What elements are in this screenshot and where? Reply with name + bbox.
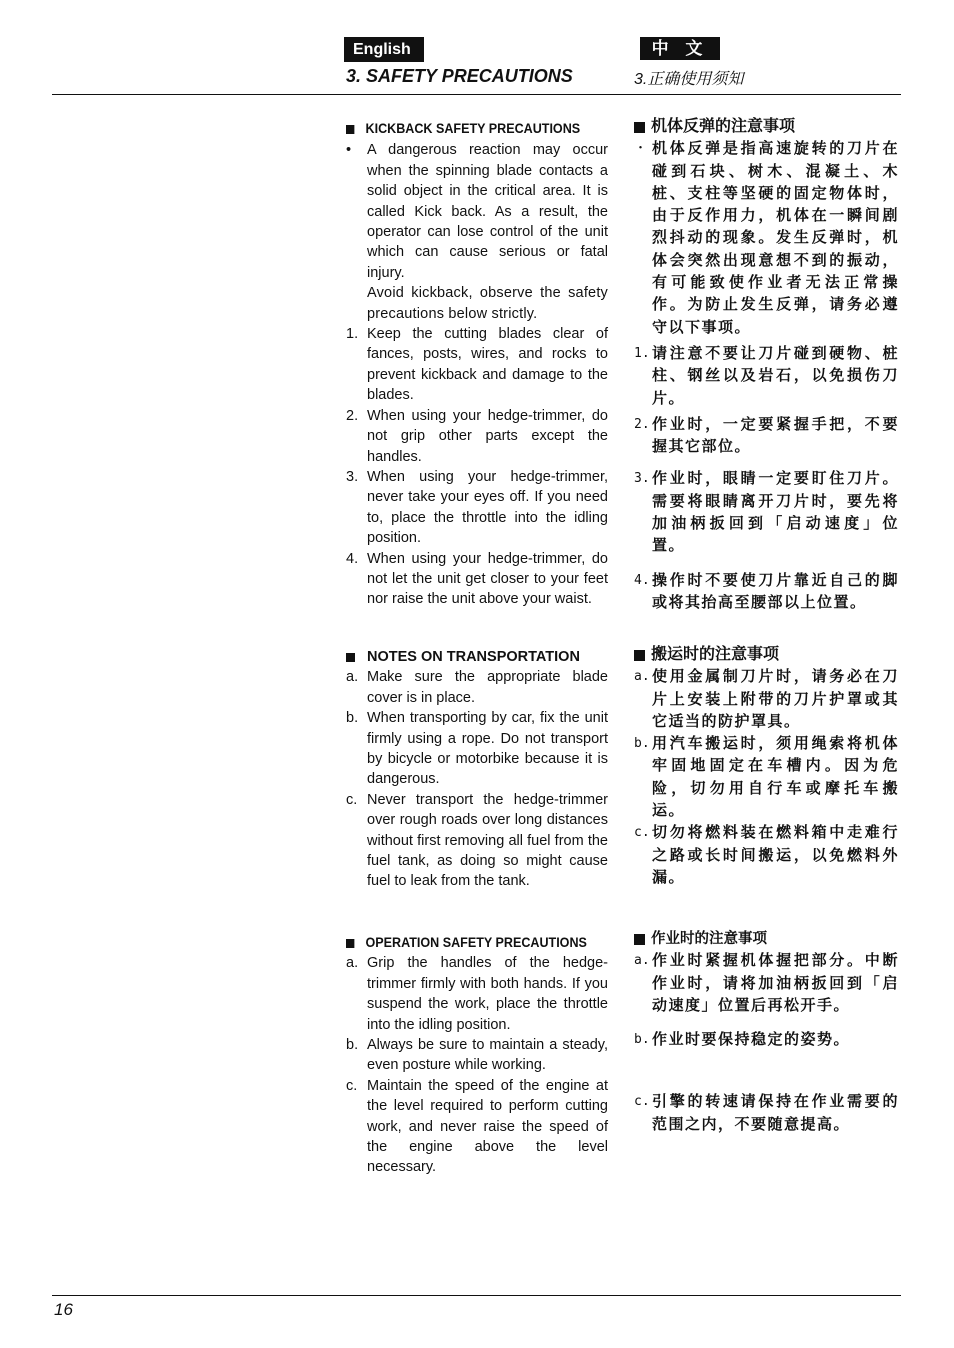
en-kickback-heading: KICKBACK SAFETY PRECAUTIONS: [346, 119, 590, 139]
zh-kickback-item-2: 2. 作业时，一定要紧握手把，不要握其它部位。: [634, 415, 899, 456]
zh-transport-section: [634, 644, 899, 889]
footer-rule: [52, 1295, 901, 1296]
bullet-icon: •: [346, 142, 352, 159]
zh-kickback-section: [634, 116, 899, 614]
en-kickback-item-3: 3. When using your hedge-trimmer, never take your eyes off. If you need to, place the throttle into the idling position.: [346, 468, 608, 547]
page-number: 16: [54, 1300, 73, 1319]
zh-transport-item-a: a. 使用金属制刀片时，请务必在刀片上安装上附带的刀片护罩或其它适当的防护罩具。: [634, 668, 899, 730]
zh-kickback-heading: 机体反弹的注意事项: [634, 116, 899, 138]
zh-kickback-bullet: ・ 机体反弹是指高速旋转的刀片在碰到石块、树木、混凝土、木桩、支柱等坚硬的固定物体时，由于反作用力，机体在一瞬间剧烈抖动的现象。发生反弹时，机体会突然出现意想不到的振动，有可能致使作业者无法正常操作。为防止发生反弹，请务必遵守以下事项。: [634, 140, 899, 336]
en-transport-item-a: a. Make sure the appropriate blade cover is in place.: [346, 669, 608, 706]
square-bullet-icon: [346, 653, 355, 662]
en-transport-heading: NOTES ON TRANSPORTATION: [346, 647, 608, 667]
en-kickback-item-1: 1. Keep the cutting blades clear of fances, posts, wires, and rocks to prevent kickback and damage to the blades.: [346, 326, 608, 404]
language-tag-english: English: [344, 37, 424, 62]
en-kickback-section: [346, 119, 608, 610]
zh-transport-item-b: b. 用汽车搬运时，须用绳索将机体牢固地固定在车槽内。因为危险，切勿用自行车或摩托车搬运。: [634, 735, 899, 820]
en-operation-item-c: c. Maintain the speed of the engine at the level required to perform cutting work, and never raise the speed of the engine above the level necessary.: [346, 1077, 608, 1176]
square-bullet-icon: [346, 125, 354, 134]
section-title-english: 3. SAFETY PRECAUTIONS: [346, 66, 573, 86]
square-bullet-icon: [634, 934, 645, 945]
zh-kickback-item-4: 4. 操作时不要使刀片靠近自己的脚或将其抬高至腰部以上位置。: [634, 571, 899, 611]
zh-kickback-item-3: 3. 作业时，眼睛一定要盯住刀片。需要将眼睛离开刀片时，要先将加油柄扳回到「启动速度」位置。: [634, 470, 899, 555]
language-tag-chinese: 中 文: [640, 37, 720, 60]
square-bullet-icon: [346, 939, 354, 948]
zh-transport-heading: 搬运时的注意事项: [634, 644, 899, 666]
header-rule: [52, 94, 901, 95]
en-transport-item-c: c. Never transport the hedge-trimmer over rough roads over long distances without first removing all fuel from the fuel tank, as doing so might cause fuel to leak from the tank.: [346, 791, 608, 890]
en-operation-section: [346, 933, 608, 1178]
section-title-chinese: 3.正确使用须知: [634, 71, 744, 88]
zh-operation-item-a: a. 作业时紧握机体握把部分。中断作业时，请将加油柄扳回到「启动速度」位置后再松开手。: [634, 952, 899, 1014]
square-bullet-icon: [634, 122, 645, 133]
en-kickback-bullet: • A dangerous reaction may occur when the spinning blade contacts a solid object in the critical area. It is called Kick back. As a result, the operator can lose control of the unit which can cause serious or fatal injury.: [346, 142, 608, 281]
square-bullet-icon: [634, 650, 645, 661]
en-operation-item-a: a. Grip the handles of the hedge-trimmer firmly with both hands. If you suspend the work, place the throttle into the idling position.: [346, 955, 608, 1033]
en-transport-item-b: b. When transporting by car, fix the unit firmly using a rope. Do not transport by bicycle or motorbike because it is dangerous.: [346, 710, 608, 788]
en-kickback-bullet-cont: Avoid kickback, observe the safety precautions below strictly.: [367, 285, 608, 322]
zh-operation-section: [634, 928, 899, 1136]
zh-transport-item-c: c. 切勿将燃料装在燃料箱中走难行之路或长时间搬运，以免燃料外漏。: [634, 824, 899, 886]
zh-operation-item-b: b. 作业时要保持稳定的姿势。: [634, 1031, 851, 1049]
zh-operation-heading: 作业时的注意事项: [634, 928, 899, 950]
zh-operation-item-c: c. 引擎的转速请保持在作业需要的范围之内，不要随意提高。: [634, 1093, 899, 1133]
zh-kickback-item-1: 1. 请注意不要让刀片碰到硬物、桩柱、钢丝以及岩石，以免损伤刀片。: [634, 344, 899, 407]
en-kickback-item-4: 4. When using your hedge-trimmer, do not let the unit get closer to your feet nor raise the unit above your waist.: [346, 550, 608, 608]
en-kickback-item-2: 2. When using your hedge-trimmer, do not grip other parts except the handles.: [346, 407, 608, 465]
en-transport-section: [346, 647, 608, 892]
en-operation-item-b: b. Always be sure to maintain a steady, even posture while working.: [346, 1037, 608, 1074]
en-operation-heading: OPERATION SAFETY PRECAUTIONS: [346, 933, 590, 953]
